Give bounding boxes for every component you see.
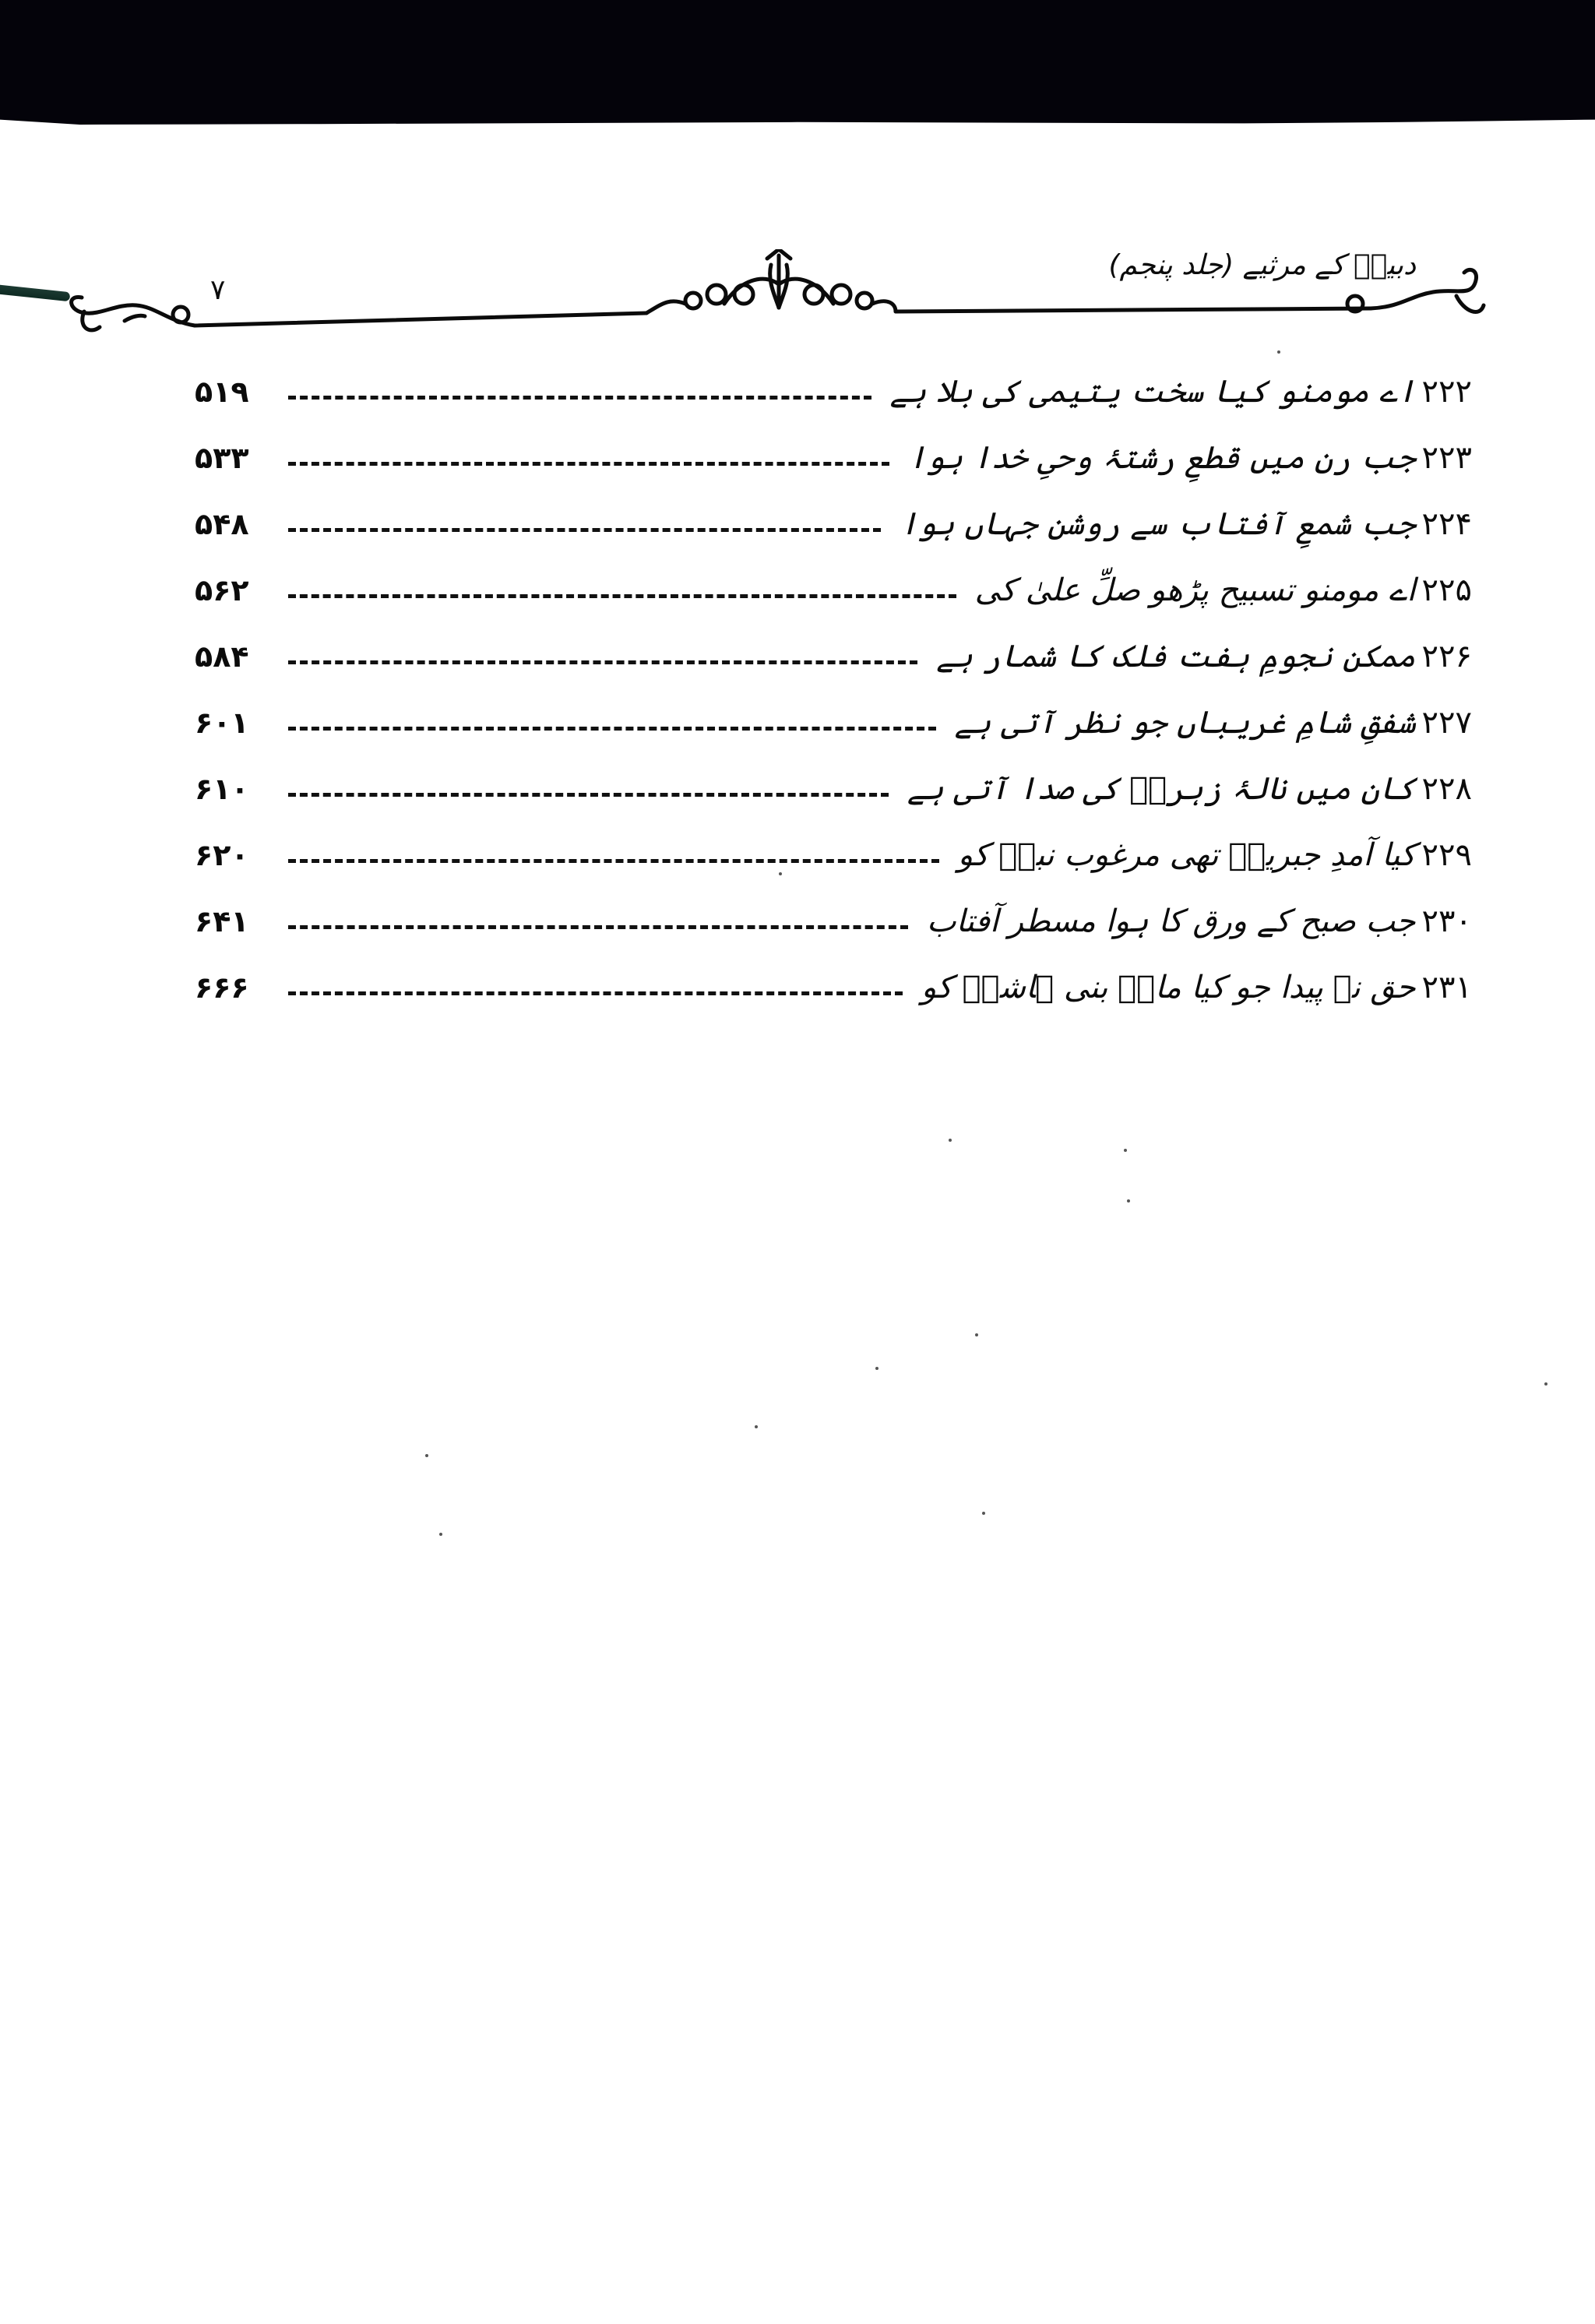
scan-speck [1124, 1149, 1127, 1152]
entry-title: اے مومنو تسبیح پڑھو صلِّ علیٰ کی [974, 572, 1416, 608]
dot-leader [288, 462, 889, 466]
dot-leader [288, 859, 939, 863]
scan-speck [875, 1367, 878, 1370]
toc-entry[interactable] [195, 689, 1472, 755]
dot-leader [288, 660, 917, 664]
toc-entry[interactable] [195, 755, 1472, 822]
dot-leader [288, 925, 908, 929]
scan-speck [1277, 350, 1280, 354]
dot-leader [288, 594, 956, 598]
toc-entry[interactable] [195, 557, 1472, 623]
entry-number: ۲۲۹ [1421, 836, 1472, 873]
entry-title: جب صبح کے ورق کا ہوا مسطر آفتاب [926, 903, 1416, 939]
entry-number: ۲۲۵ [1421, 572, 1472, 608]
entry-title: کان میں نالۂ زہراؑ کی صدا آتی ہے [907, 770, 1416, 807]
entry-page-number: ۶۰۱ [195, 705, 249, 740]
toc-entry[interactable] [195, 491, 1472, 557]
scan-speck [1544, 1382, 1547, 1386]
running-title: دبیرؔ کے مرثیے (جلد پنجم) [1108, 249, 1416, 281]
page-header [0, 249, 1595, 343]
entry-page-number: ۶۶۶ [195, 970, 249, 1005]
scan-speck [425, 1454, 428, 1457]
scanner-shadow-band [0, 0, 1595, 125]
entry-number: ۲۲۳ [1421, 439, 1472, 476]
entry-page-number: ۵۶۲ [195, 572, 249, 607]
folio-page-number: ۷ [210, 274, 226, 306]
entry-number: ۲۳۱ [1421, 969, 1472, 1005]
entry-number: ۲۳۰ [1421, 903, 1472, 939]
scan-speck [755, 1425, 758, 1428]
entry-number: ۲۲۸ [1421, 770, 1472, 807]
entry-title: کیا آمدِ جبریلؑ تھی مرغوب نبیؐ کو [957, 836, 1416, 873]
scan-speck [439, 1533, 442, 1536]
entry-number: ۲۲۲ [1421, 373, 1472, 410]
dot-leader [288, 727, 936, 731]
dot-leader [288, 991, 903, 995]
toc-entry[interactable] [195, 623, 1472, 689]
entry-title: حق نے پیدا جو کیا ماہِ بنی ہاشمؑ کو [921, 969, 1416, 1005]
entry-number: ۲۲۶ [1421, 638, 1472, 674]
scan-speck [982, 1512, 985, 1515]
scan-speck [779, 872, 782, 875]
entry-title: جب شمعِ آفتاب سے روشن جہاں ہوا [900, 505, 1416, 542]
dot-leader [288, 793, 889, 797]
entry-number: ۲۲۴ [1421, 505, 1472, 542]
toc-entry[interactable] [195, 424, 1472, 491]
entry-page-number: ۵۳۳ [195, 440, 249, 475]
entry-page-number: ۶۱۰ [195, 771, 249, 806]
entry-title: شفقِ شامِ غریباں جو نظر آتی ہے [954, 704, 1416, 741]
scan-speck [1127, 1199, 1130, 1202]
entry-page-number: ۵۴۸ [195, 506, 249, 541]
toc-entry[interactable] [195, 954, 1472, 1020]
toc-entry[interactable] [195, 358, 1472, 424]
toc-entry[interactable] [195, 888, 1472, 954]
dot-leader [288, 528, 881, 532]
toc-entry[interactable] [195, 822, 1472, 888]
dot-leader [288, 396, 871, 400]
scan-speck [975, 1333, 978, 1336]
scan-speck [949, 1139, 952, 1142]
entry-page-number: ۵۱۹ [195, 374, 249, 409]
entry-page-number: ۶۲۰ [195, 837, 249, 872]
entry-title: ممکن نجومِ ہفت فلک کا شمار ہے [936, 638, 1416, 674]
table-of-contents [195, 358, 1472, 1020]
entry-number: ۲۲۷ [1421, 704, 1472, 741]
entry-page-number: ۶۴۱ [195, 903, 249, 938]
entry-title: اے مومنو کیا سخت یتیمی کی بلا ہے [889, 373, 1416, 410]
entry-title: جب رن میں قطعِ رشتۂ وحیِ خدا ہوا [908, 439, 1416, 476]
entry-page-number: ۵۸۴ [195, 639, 249, 674]
